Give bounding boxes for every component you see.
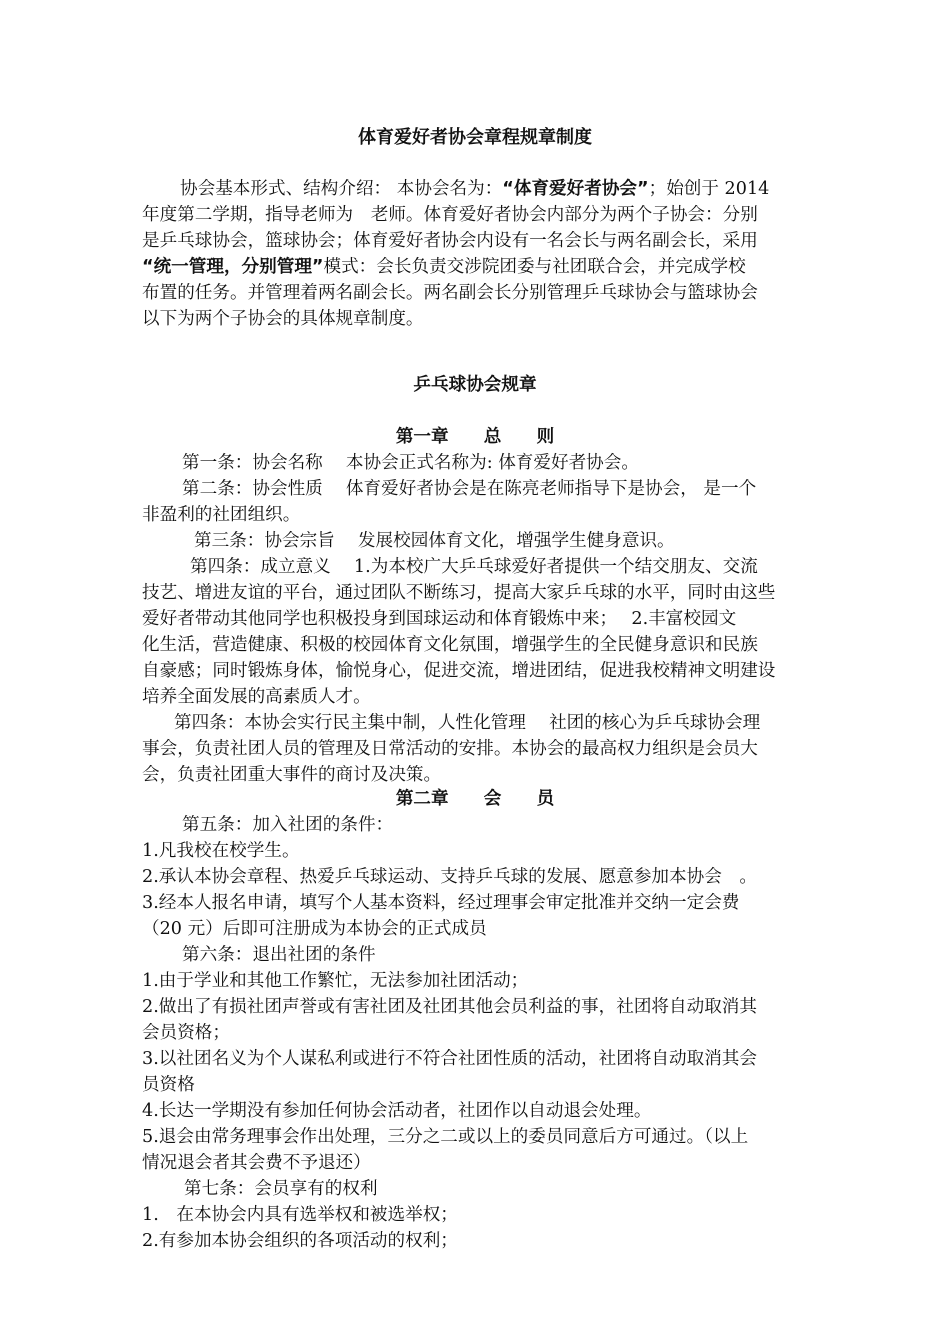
- list-item: 1. 在本协会内具有选举权和被选举权；: [142, 1205, 458, 1225]
- article-line: 事会，负责社团人员的管理及日常活动的安排。本协会的最高权力组织是会员大: [142, 739, 758, 759]
- list-item: 3.经本人报名申请，填写个人基本资料，经过理事会审定批准并交纳一定会费: [142, 893, 740, 913]
- list-item: 会员资格；: [142, 1023, 230, 1043]
- list-item: 1.凡我校在校学生。: [142, 841, 300, 861]
- section-title: 乒乓球协会规章: [413, 375, 537, 395]
- article-line: 第二条：协会性质 体育爱好者协会是在陈亮老师指导下是协会， 是一个: [182, 479, 757, 499]
- intro-line: 是乒乓球协会，篮球协会；体育爱好者协会内设有一名会长与两名副会长，采用: [142, 231, 758, 251]
- article-line: 爱好者带动其他同学也积极投身到国球运动和体育锻炼中来； 2.丰富校园文: [142, 609, 737, 629]
- intro-text: ；始创于 2014: [648, 179, 770, 199]
- article-line: 第六条：退出社团的条件: [182, 945, 376, 965]
- list-item: 3.以社团名义为个人谋私利或进行不符合社团性质的活动，社团将自动取消其会: [142, 1049, 757, 1069]
- article-line: 化生活，营造健康、积极的校园体育文化氛围，增强学生的全民健身意识和民族: [142, 635, 758, 655]
- document-title: 体育爱好者协会章程规章制度: [358, 127, 592, 148]
- list-item: 情况退会者其会费不予退还）: [142, 1153, 371, 1173]
- article-line: 第三条：协会宗旨 发展校园体育文化，增强学生健身意识。: [194, 531, 675, 551]
- intro-line: [142, 176, 850, 202]
- article-line: 第一条：协会名称 本协会正式名称为: 体育爱好者协会。: [182, 453, 639, 473]
- article-line: 技艺、增进友谊的平台，通过团队不断练习，提高大家乒乓球的水平，同时由这些: [142, 583, 776, 603]
- association-name-emphasis: “体育爱好者协会”: [502, 179, 649, 199]
- list-item: 2.承认本协会章程、热爱乒乓球运动、支持乒乓球的发展、愿意参加本协会 。: [142, 867, 757, 887]
- intro-line: 以下为两个子协会的具体规章制度。: [142, 309, 424, 329]
- article-line: 自豪感；同时锻炼身体，愉悦身心，促进交流，增进团结，促进我校精神文明建设: [142, 661, 776, 681]
- article-line: 第四条：成立意义 1.为本校广大乒乓球爱好者提供一个结交朋友、交流: [190, 557, 758, 577]
- list-item: 2.有参加本协会组织的各项活动的权利；: [142, 1231, 458, 1251]
- chapter-heading: 第二章 会 员: [395, 789, 555, 809]
- article-line: 第五条：加入社团的条件：: [182, 815, 394, 835]
- intro-line: 布置的任务。并管理着两名副会长。两名副会长分别管理乒乓球协会与篮球协会: [142, 283, 758, 303]
- list-item: 5.退会由常务理事会作出处理，三分之二或以上的委员同意后方可通过。（以上: [142, 1127, 749, 1147]
- article-line: 第四条：本协会实行民主集中制，人性化管理 社团的核心为乒乓球协会理: [174, 713, 761, 733]
- intro-line: 年度第二学期，指导老师为 老师。体育爱好者协会内部分为两个子协会：分别: [142, 205, 758, 225]
- list-item: （20 元）后即可注册成为本协会的正式成员: [142, 919, 487, 939]
- management-mode-emphasis: “统一管理，分别管理”: [142, 257, 324, 277]
- list-item: 2.做出了有损社团声誉或有害社团及社团其他会员利益的事，社团将自动取消其: [142, 997, 757, 1017]
- article-line: 培养全面发展的高素质人才。: [142, 687, 371, 707]
- intro-text: 模式：会长负责交涉院团委与社团联合会，并完成学校: [323, 257, 746, 277]
- article-line: 非盈利的社团组织。: [142, 505, 301, 525]
- article-line: 第七条：会员享有的权利: [184, 1179, 378, 1199]
- intro-line: [142, 254, 812, 280]
- intro-text: 协会基本形式、结构介绍： 本协会名为：: [180, 179, 503, 199]
- article-line: 会，负责社团重大事件的商讨及决策。: [142, 765, 442, 785]
- list-item: 4.长达一学期没有参加任何协会活动者，社团作以自动退会处理。: [142, 1101, 652, 1121]
- list-item: 1.由于学业和其他工作繁忙，无法参加社团活动；: [142, 971, 529, 991]
- list-item: 员资格: [142, 1075, 195, 1095]
- chapter-heading: 第一章 总 则: [395, 427, 555, 447]
